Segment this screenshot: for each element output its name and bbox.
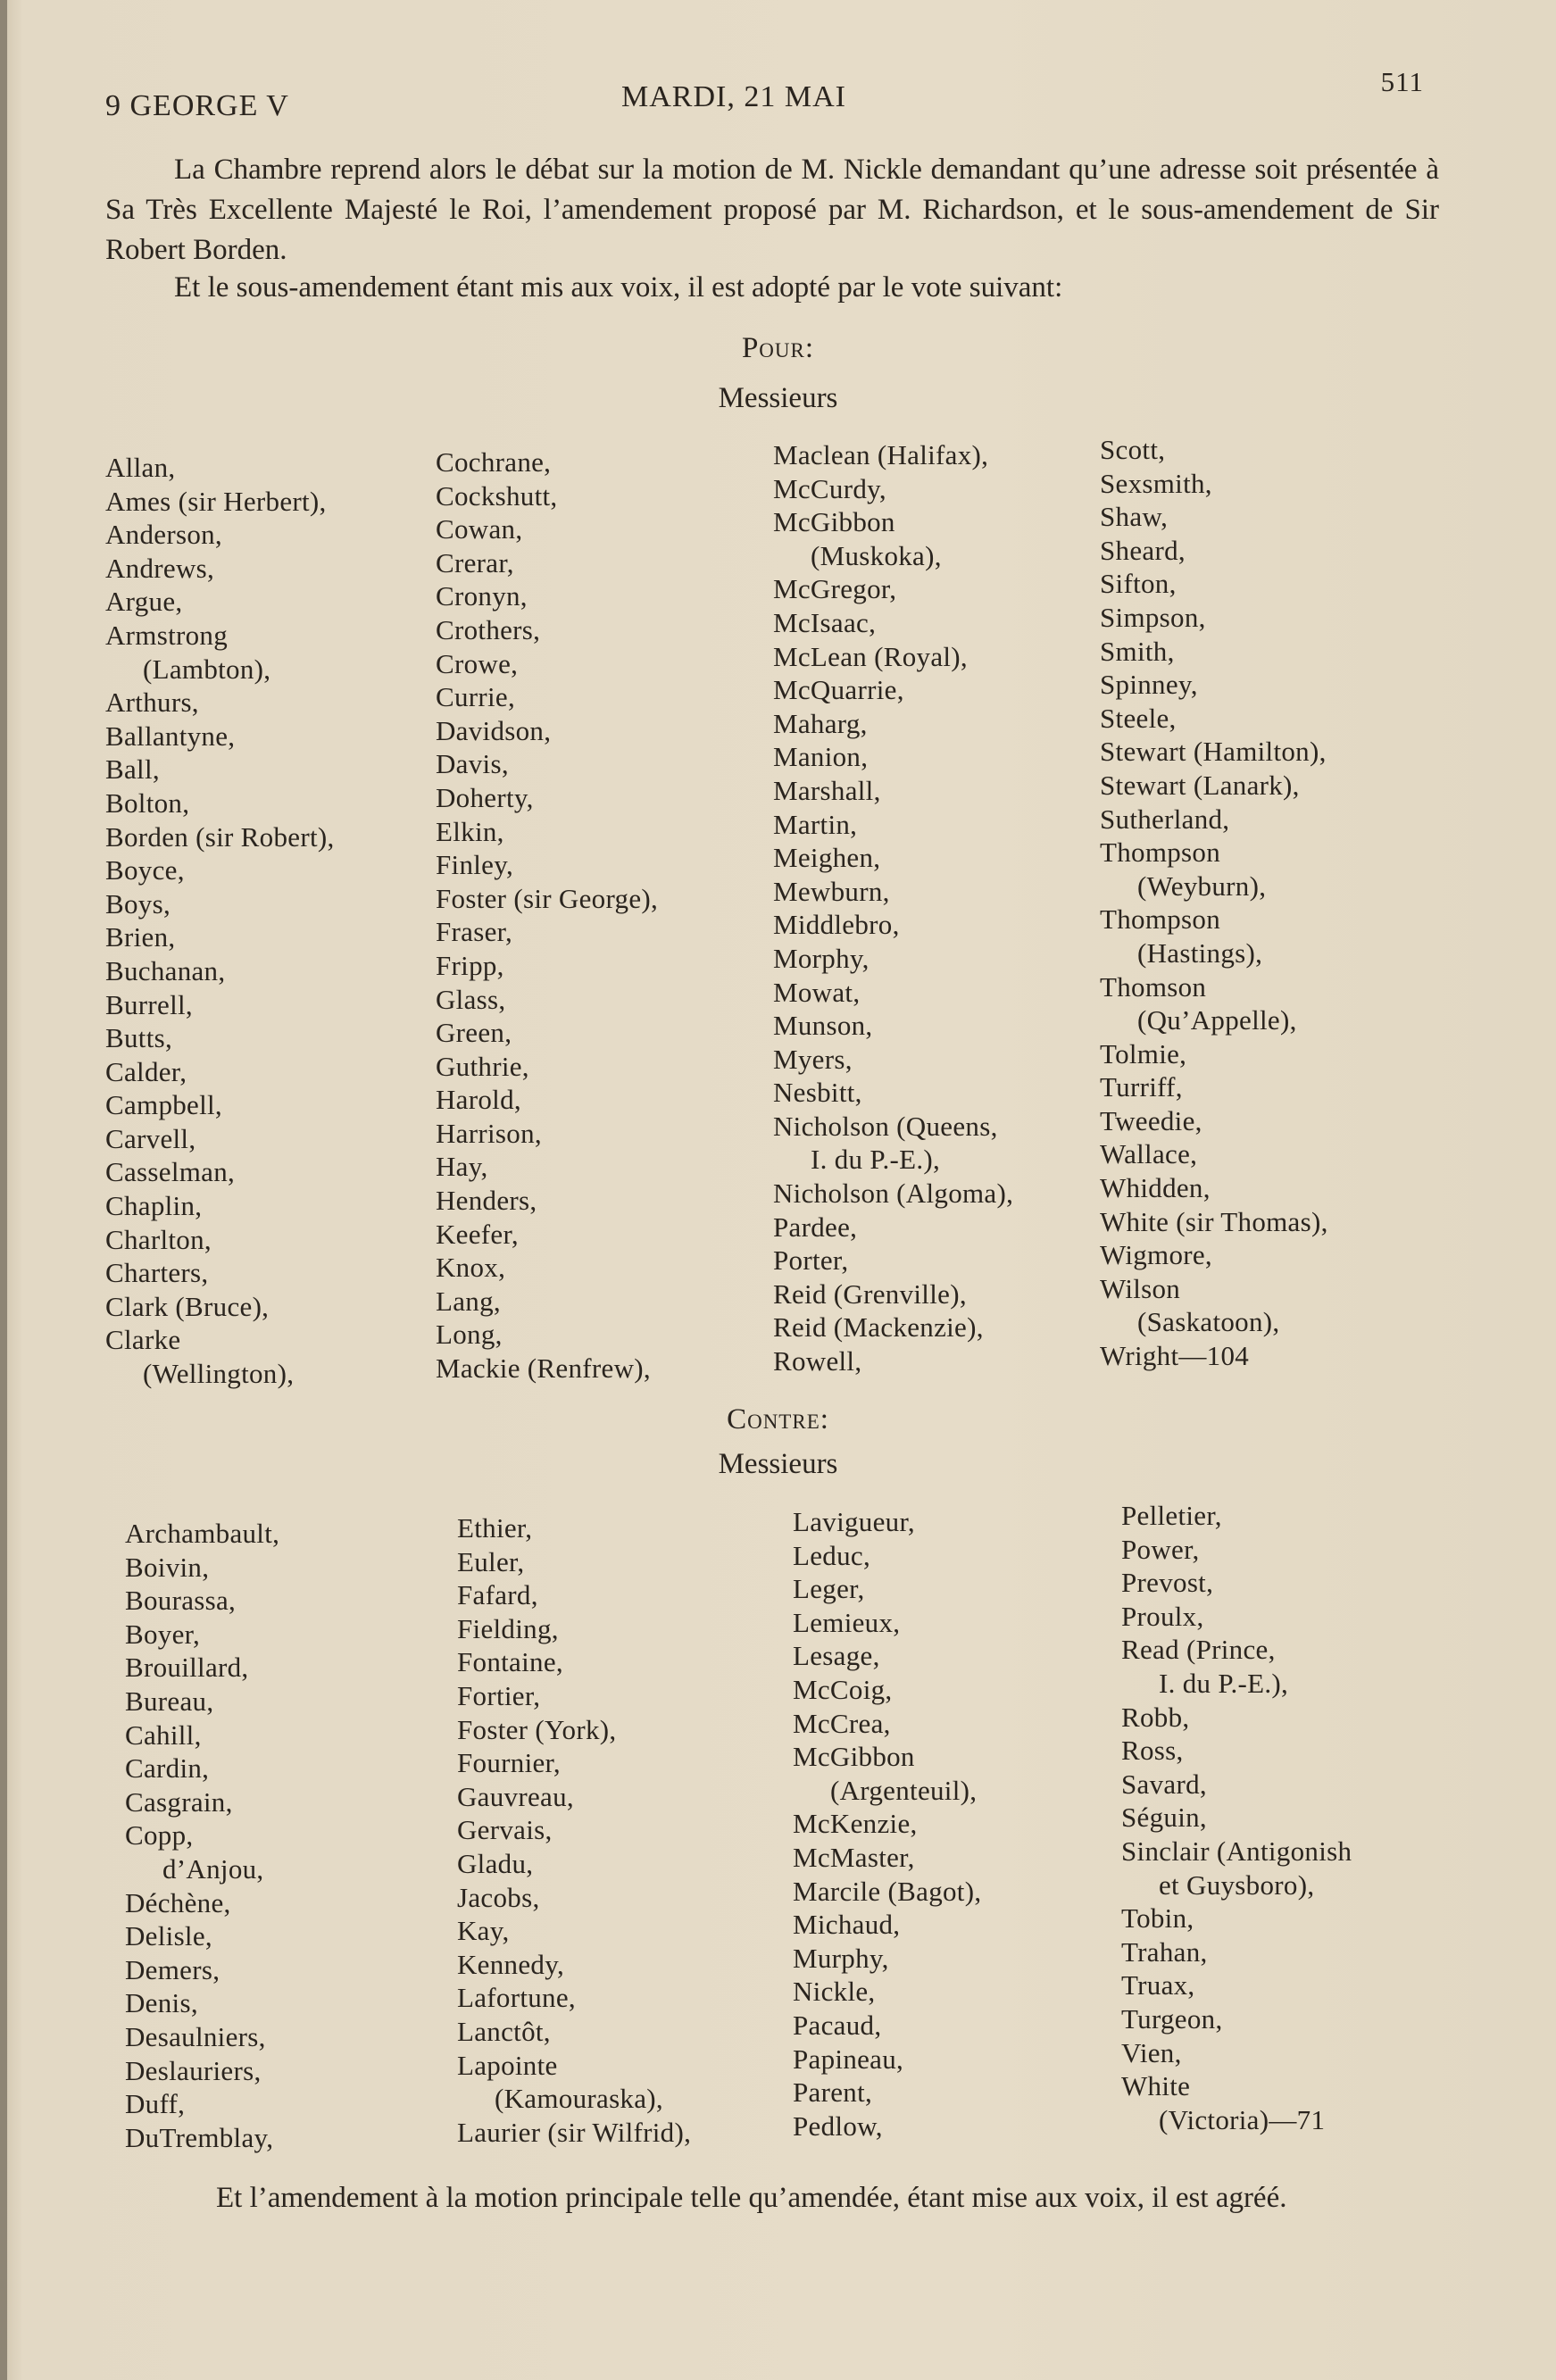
member-name: Lang, bbox=[436, 1285, 501, 1317]
member-name: Myers, bbox=[773, 1043, 853, 1075]
member-name: Read (Prince, bbox=[1121, 1634, 1276, 1666]
member-name: Scott, bbox=[1100, 434, 1166, 465]
member-name: Harrison, bbox=[436, 1117, 542, 1149]
page-number: 511 bbox=[1380, 66, 1424, 97]
member-name: Sifton, bbox=[1100, 568, 1177, 600]
member-name: Chaplin, bbox=[105, 1190, 203, 1222]
member-name: McGibbon bbox=[793, 1741, 915, 1773]
member-name: White bbox=[1121, 2070, 1191, 2102]
member-name: Demers, bbox=[125, 1953, 221, 1985]
member-name: Lavigueur, bbox=[793, 1506, 915, 1537]
member-name: Boyce, bbox=[105, 854, 185, 886]
member-name: Henders, bbox=[436, 1185, 537, 1217]
pour-column-3 bbox=[773, 438, 1094, 1378]
member-name: Porter, bbox=[773, 1244, 849, 1277]
member-name: Lanctôt, bbox=[457, 2015, 551, 2047]
member-name: Cronyn, bbox=[436, 580, 528, 612]
contre-column-1 bbox=[125, 1517, 446, 2154]
member-name: Mewburn, bbox=[773, 875, 890, 907]
member-name: (Muskoka), bbox=[811, 539, 942, 571]
member-name: Pedlow, bbox=[793, 2110, 883, 2142]
member-name: Robb, bbox=[1121, 1701, 1190, 1733]
member-name: Papineau, bbox=[793, 2043, 904, 2075]
member-name: Tobin, bbox=[1121, 1902, 1194, 1935]
member-name: (Argenteuil), bbox=[830, 1774, 978, 1806]
member-name: Doherty, bbox=[436, 781, 534, 813]
member-name: Ethier, bbox=[457, 1512, 533, 1544]
member-name: Keefer, bbox=[436, 1218, 519, 1250]
member-name: Sexsmith, bbox=[1100, 467, 1212, 499]
member-name: Long, bbox=[436, 1319, 503, 1351]
member-name: d’Anjou, bbox=[162, 1852, 264, 1885]
member-name: Boyer, bbox=[125, 1618, 201, 1650]
member-name: Sinclair (Antigonish bbox=[1121, 1835, 1352, 1867]
member-name: Morphy, bbox=[773, 942, 870, 974]
member-name: (Hastings), bbox=[1137, 936, 1263, 969]
member-name: Nicholson (Queens, bbox=[773, 1110, 998, 1142]
vote-paragraph: Et le sous-amendement étant mis aux voix, il est adopté par le vote suivant: bbox=[174, 271, 1063, 304]
member-name: Crerar, bbox=[436, 546, 514, 578]
member-name: Thompson bbox=[1100, 903, 1221, 936]
member-name: Boys, bbox=[105, 887, 171, 920]
member-name: Wallace, bbox=[1100, 1138, 1198, 1170]
contre-column-4 bbox=[1121, 1499, 1487, 2136]
member-name: Harold, bbox=[436, 1084, 521, 1116]
member-name: Charters, bbox=[105, 1257, 209, 1289]
member-name: Gauvreau, bbox=[457, 1780, 574, 1812]
member-name: McGibbon bbox=[773, 506, 895, 538]
member-name: Lapointe bbox=[457, 2049, 558, 2081]
member-name: Maharg, bbox=[773, 707, 868, 739]
member-name: Lesage, bbox=[793, 1640, 880, 1672]
member-name: Ball, bbox=[105, 753, 160, 786]
member-name: Mowat, bbox=[773, 976, 861, 1008]
member-name: McMaster, bbox=[793, 1841, 915, 1873]
member-name: Euler, bbox=[457, 1545, 525, 1577]
member-name: Charlton, bbox=[105, 1223, 212, 1255]
member-name: McQuarrie, bbox=[773, 674, 904, 706]
member-name: Glass, bbox=[436, 983, 506, 1015]
member-name: Truax, bbox=[1121, 1969, 1195, 2001]
member-name: Leger, bbox=[793, 1573, 865, 1605]
member-name: Ross, bbox=[1121, 1735, 1184, 1767]
member-name: Allan, bbox=[105, 452, 176, 483]
member-name: Wilson bbox=[1100, 1272, 1181, 1304]
member-name: Jacobs, bbox=[457, 1881, 540, 1913]
pour-subheading: Messieurs bbox=[718, 382, 838, 414]
member-name: Currie, bbox=[436, 681, 516, 713]
member-name: Wigmore, bbox=[1100, 1239, 1212, 1271]
member-name: Gervais, bbox=[457, 1814, 553, 1846]
member-name: Knox, bbox=[436, 1252, 506, 1284]
member-name: Brouillard, bbox=[125, 1652, 249, 1684]
member-name: Maclean (Halifax), bbox=[773, 439, 989, 470]
member-name: Brien, bbox=[105, 921, 176, 953]
member-name: Finley, bbox=[436, 849, 514, 881]
member-name: Armstrong bbox=[105, 619, 229, 651]
member-name: Wright—104 bbox=[1100, 1340, 1250, 1372]
member-name: Foster (sir George), bbox=[436, 882, 659, 914]
member-name: Tweedie, bbox=[1100, 1104, 1202, 1136]
member-name: Marcile (Bagot), bbox=[793, 1875, 982, 1907]
header-date: MARDI, 21 MAI bbox=[621, 80, 846, 113]
member-name: Cahill, bbox=[125, 1718, 202, 1751]
member-name: Martin, bbox=[773, 808, 858, 840]
member-name: Denis, bbox=[125, 1987, 198, 2019]
member-name: Foster (York), bbox=[457, 1713, 617, 1745]
member-name: Clarke bbox=[105, 1324, 181, 1356]
member-name: Whidden, bbox=[1100, 1172, 1211, 1204]
member-name: Bolton, bbox=[105, 786, 190, 819]
member-name: Crothers, bbox=[436, 613, 541, 645]
member-name: Gladu, bbox=[457, 1847, 534, 1879]
member-name: Cockshutt, bbox=[436, 479, 558, 512]
member-name: Fournier, bbox=[457, 1747, 561, 1779]
member-name: Thompson bbox=[1100, 836, 1221, 869]
member-name: Meighen, bbox=[773, 842, 881, 874]
member-name: Casselman, bbox=[105, 1156, 236, 1188]
member-name: Archambault, bbox=[125, 1518, 280, 1549]
member-name: Casgrain, bbox=[125, 1785, 233, 1818]
contre-heading: Contre: bbox=[727, 1403, 829, 1435]
closing-paragraph: Et l’amendement à la motion principale telle qu’amendée, étant mise aux voix, il est agréé. bbox=[216, 2182, 1287, 2214]
member-name: (Lambton), bbox=[143, 653, 271, 685]
member-name: Stewart (Hamilton), bbox=[1100, 736, 1327, 768]
member-name: Nicholson (Algoma), bbox=[773, 1178, 1014, 1210]
member-name: Buchanan, bbox=[105, 954, 226, 986]
member-name: Clark (Bruce), bbox=[105, 1290, 270, 1322]
member-name: Hay, bbox=[436, 1151, 488, 1183]
member-name: et Guysboro), bbox=[1159, 1868, 1315, 1901]
member-name: Power, bbox=[1121, 1533, 1200, 1565]
member-name: Nickle, bbox=[793, 1976, 876, 2008]
member-name: Reid (Grenville), bbox=[773, 1277, 967, 1310]
member-name: Ballantyne, bbox=[105, 720, 236, 752]
member-name: Copp, bbox=[125, 1819, 194, 1852]
contre-column-3 bbox=[793, 1505, 1114, 2143]
member-name: Deslauriers, bbox=[125, 2054, 262, 2086]
member-name: Fafard, bbox=[457, 1579, 538, 1611]
member-name: (Saskatoon), bbox=[1137, 1306, 1280, 1338]
member-name: Guthrie, bbox=[436, 1050, 529, 1082]
member-name: Lemieux, bbox=[793, 1606, 901, 1638]
member-name: Sutherland, bbox=[1100, 803, 1230, 835]
member-name: I. du P.-E.), bbox=[1159, 1667, 1289, 1699]
member-name: Fraser, bbox=[436, 916, 513, 948]
pour-column-4 bbox=[1100, 433, 1466, 1373]
member-name: Murphy, bbox=[793, 1942, 889, 1974]
member-name: Elkin, bbox=[436, 815, 504, 847]
member-name: Carvell, bbox=[105, 1122, 196, 1154]
member-name: Prevost, bbox=[1121, 1567, 1214, 1599]
member-name: McLean (Royal), bbox=[773, 640, 968, 672]
member-name: Spinney, bbox=[1100, 669, 1198, 701]
member-name: Michaud, bbox=[793, 1909, 901, 1941]
member-name: (Qu’Appelle), bbox=[1137, 1004, 1297, 1036]
member-name: Kay, bbox=[457, 1915, 510, 1947]
member-name: Fielding, bbox=[457, 1612, 559, 1644]
member-name: McCrea, bbox=[793, 1707, 891, 1739]
member-name: Bourassa, bbox=[125, 1585, 237, 1617]
member-name: Turriff, bbox=[1100, 1071, 1183, 1103]
member-name: Turgeon, bbox=[1121, 2002, 1223, 2035]
member-name: Ames (sir Herbert), bbox=[105, 485, 327, 517]
member-name: Bureau, bbox=[125, 1685, 214, 1717]
member-name: Manion, bbox=[773, 741, 869, 773]
member-name: Pardee, bbox=[773, 1211, 858, 1243]
member-name: Parent, bbox=[793, 2076, 873, 2109]
member-name: Burrell, bbox=[105, 988, 193, 1020]
member-name: Proulx, bbox=[1121, 1600, 1204, 1632]
member-name: Shaw, bbox=[1100, 501, 1169, 533]
member-name: Arthurs, bbox=[105, 687, 199, 719]
member-name: Marshall, bbox=[773, 774, 881, 806]
member-name: (Wellington), bbox=[143, 1358, 295, 1390]
member-name: McGregor, bbox=[773, 573, 897, 605]
member-name: (Victoria)—71 bbox=[1159, 2103, 1326, 2135]
member-name: Cowan, bbox=[436, 513, 523, 545]
member-name: McKenzie, bbox=[793, 1808, 918, 1840]
member-name: Davidson, bbox=[436, 714, 552, 746]
member-name: Calder, bbox=[105, 1055, 187, 1087]
member-name: Leduc, bbox=[793, 1539, 871, 1571]
member-name: Fortier, bbox=[457, 1679, 541, 1711]
member-name: Thomson bbox=[1100, 970, 1207, 1003]
page-header bbox=[105, 66, 1424, 134]
member-name: Crowe, bbox=[436, 647, 519, 679]
member-name: Cardin, bbox=[125, 1752, 210, 1785]
header-reign: 9 GEORGE V bbox=[105, 89, 289, 122]
member-name: Trahan, bbox=[1121, 1935, 1208, 1968]
member-name: Sheard, bbox=[1100, 534, 1186, 566]
member-name: Rowell, bbox=[773, 1345, 862, 1377]
member-name: Pacaud, bbox=[793, 2009, 882, 2041]
member-name: Lafortune, bbox=[457, 1982, 576, 2014]
member-name: (Kamouraska), bbox=[495, 2083, 663, 2115]
member-name: Nesbitt, bbox=[773, 1077, 862, 1109]
member-name: Cochrane, bbox=[436, 446, 552, 478]
member-name: Simpson, bbox=[1100, 601, 1206, 633]
member-name: McCurdy, bbox=[773, 472, 886, 504]
member-name: Green, bbox=[436, 1017, 512, 1049]
member-name: Delisle, bbox=[125, 1920, 212, 1952]
pour-column-1 bbox=[105, 451, 427, 1391]
intro-paragraph: La Chambre reprend alors le débat sur la motion de M. Nickle demandant qu’une adresse soit présentée à Sa Très Excellente Majesté le Roi, l’amendement proposé par M. Richardson, et le sous-amendement de Sir Robert Borden. bbox=[105, 154, 1439, 266]
pour-column-2 bbox=[436, 445, 766, 1386]
member-name: Mackie (Renfrew), bbox=[436, 1352, 651, 1385]
member-name: Déchène, bbox=[125, 1886, 231, 1918]
member-name: Argue, bbox=[105, 586, 183, 618]
member-name: Borden (sir Robert), bbox=[105, 820, 335, 853]
member-name: Smith, bbox=[1100, 635, 1175, 667]
member-name: Fontaine, bbox=[457, 1646, 563, 1678]
member-name: Séguin, bbox=[1121, 1802, 1207, 1834]
contre-column-2 bbox=[457, 1511, 787, 2149]
member-name: Anderson, bbox=[105, 519, 222, 551]
member-name: I. du P.-E.), bbox=[811, 1144, 941, 1176]
member-name: Fripp, bbox=[436, 949, 504, 981]
member-name: Munson, bbox=[773, 1010, 873, 1042]
member-name: Davis, bbox=[436, 748, 509, 780]
member-name: Pelletier, bbox=[1121, 1500, 1222, 1531]
member-name: (Weyburn), bbox=[1137, 870, 1267, 902]
member-name: Duff, bbox=[125, 2088, 186, 2120]
member-name: Stewart (Lanark), bbox=[1100, 769, 1300, 801]
member-name: Laurier (sir Wilfrid), bbox=[457, 2116, 692, 2148]
member-name: Steele, bbox=[1100, 702, 1177, 734]
pour-heading: Pour: bbox=[741, 332, 815, 364]
member-name: Savard, bbox=[1121, 1768, 1207, 1800]
member-name: McCoig, bbox=[793, 1673, 893, 1705]
member-name: Tolmie, bbox=[1100, 1037, 1187, 1069]
member-name: Kennedy, bbox=[457, 1948, 565, 1980]
member-name: DuTremblay, bbox=[125, 2121, 274, 2153]
member-name: Campbell, bbox=[105, 1089, 222, 1121]
member-name: Vien, bbox=[1121, 2036, 1182, 2068]
member-name: Boivin, bbox=[125, 1551, 210, 1583]
member-name: Middlebro, bbox=[773, 909, 900, 941]
member-name: Desaulniers, bbox=[125, 2020, 266, 2052]
member-name: Andrews, bbox=[105, 552, 215, 584]
contre-subheading: Messieurs bbox=[718, 1448, 838, 1480]
member-name: Butts, bbox=[105, 1022, 173, 1054]
member-name: White (sir Thomas), bbox=[1100, 1205, 1328, 1237]
member-name: McIsaac, bbox=[773, 606, 877, 638]
member-name: Reid (Mackenzie), bbox=[773, 1311, 984, 1344]
